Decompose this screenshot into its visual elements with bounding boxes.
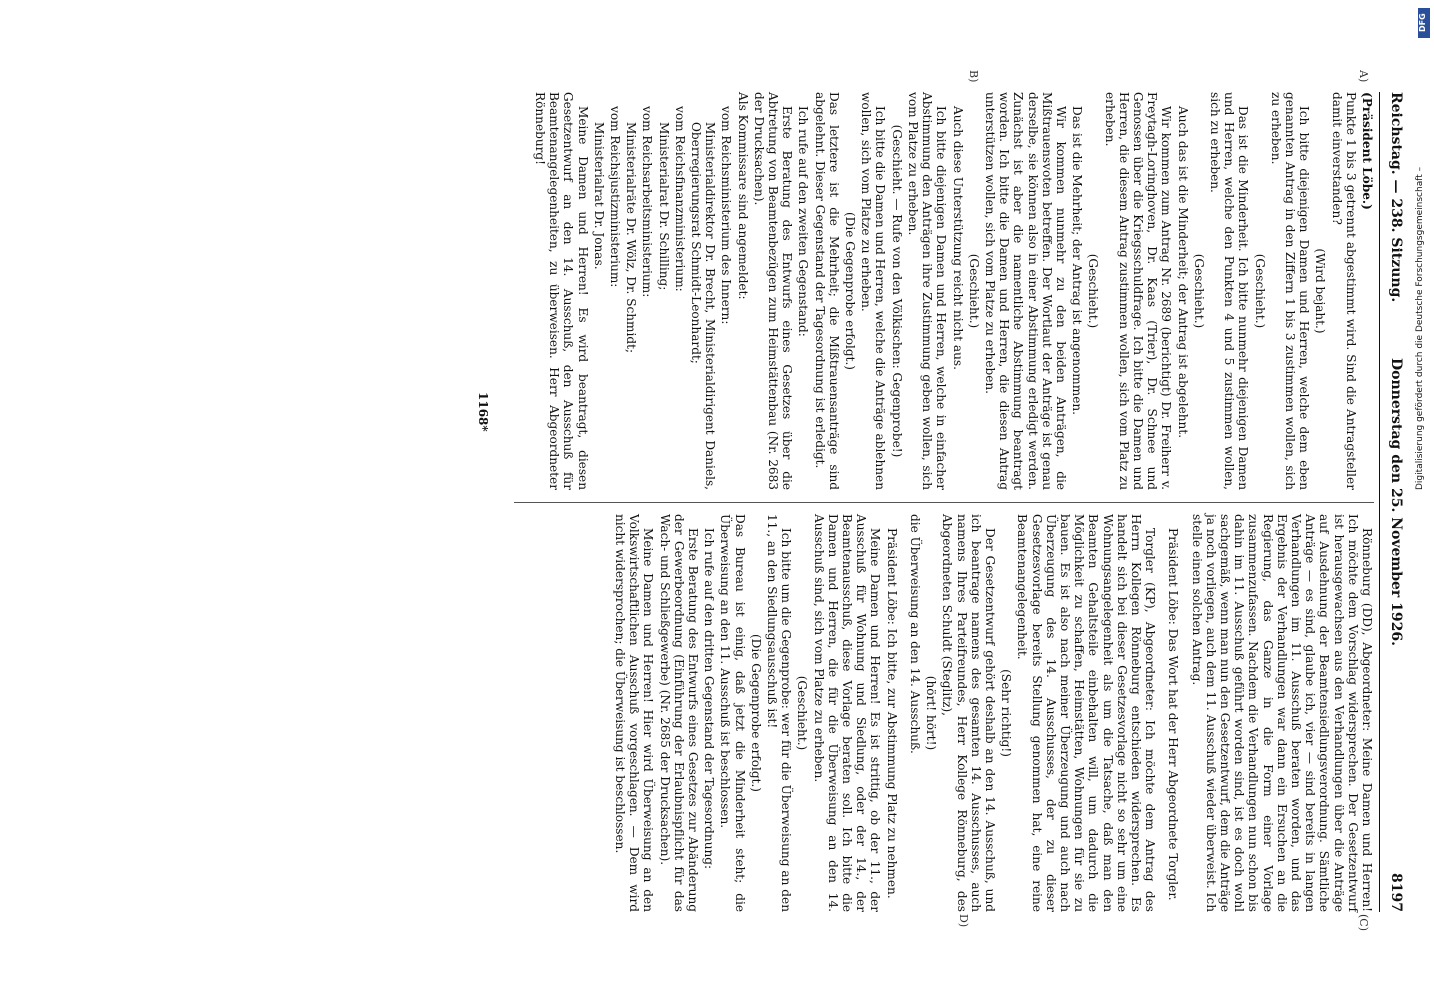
paragraph: Erste Beratung des Entwurfs eines Gesetzes zur Abänderung der Gewerbeordnung (Einführung der Erlaubnispflicht für das Wach- und Schließgewerbe) (Nr. 2685 der Drucksachen). [657,514,701,912]
paragraph: vom Reichsministerium des Innern: [719,106,734,325]
header-left: Reichstag. — 238. Sitzung. [1388,92,1404,303]
paragraph: Das ist die Minderheit. Ich bitte nunmehr diejenigen Damen und Herren, welche den Punkten 4 und 5 zustimmen wollen, sich zu erheben. [1207,92,1251,490]
paragraph: Auch diese Unterstützung reicht nicht aus. [950,106,965,370]
paragraph: Das Bureau ist einig, daß jetzt die Minderheit steht; die Überweisung an den 11. Ausschuß ist beschlossen. [718,514,747,912]
paragraph: Meine Damen und Herren! Es wird beantragt, diesen Gesetzentwurf an den 14. Ausschuß, den Ausschuß für Beamtenangelegenheiten, zu überweisen. Herr Abgeordneter Rönneburg! [533,92,590,490]
column-divider [514,502,1374,503]
dfg-logo: DFG [1418,8,1430,38]
paragraph: Rönneburg (DD), Abgeordneter: Meine Damen und Herren! Ich möchte dem Vorschlag widersprechen. Der Gesetzentwurf ist herausgewachsen aus den Verhandlungen über die Anträge auf Ausdehnung der Beamtensiedlungsverordnung. Sämtliche Anträge — es sind, glaube ich, vier — sind bereits in langen Verhandlungen im 11. Ausschuß beraten worden, und das Ergebnis der Verhandlungen war dann ein Ersuchen an die Regierung, das Ganze in die Form einer Vorlage zusammenzufassen. Nachdem die Verhandlungen nun schon bis dahin im 11. Ausschuß geführt worden sind, ist es doch wohl sachgemäß, wenn man nun den Gesetzentwurf, dem die Anträge ja noch vorliegen, auch dem 11. Ausschuß wieder überweist. Ich stelle einen solchen Antrag. [1189,514,1374,912]
left-column [531,92,1374,490]
paragraph: die Überweisung an den 14. Ausschuß. [907,514,922,754]
paragraph: Ministerialrat Dr. Jonas. [591,122,606,270]
paragraph: Ich bitte diejenigen Damen und Herren, welche in einfacher Abstimmung den Anträgen ihre Zustimmung geben wollen, sich vom Platze zu erheben. [905,92,949,490]
paragraph: Das letztere ist die Mehrheit; die Mißtrauensanträge sind abgelehnt. Dieser Gegenstand der Tagesordnung ist erledigt. [812,92,841,490]
paragraph: Ministerialdirektor Dr. Brecht, Ministerialdirigent Daniels, Oberregierungsrat Schmidt-Leonhardt; [689,122,718,490]
paragraph: (Geschieht.) [1086,253,1101,329]
paragraph: (Sehr richtig!) [999,669,1014,757]
paragraph: Ich bitte diejenigen Damen und Herren, welche dem eben genannten Antrag in den Ziffern 1 bis 3 zustimmen wollen, sich zu erheben. [1268,92,1312,490]
paragraph: Ministerialrat Dr. Schilling; [656,122,671,291]
paragraph: Präsident Löbe: Das Wort hat der Herr Abgeordnete Torgler. [1166,528,1181,901]
paragraph: Wir kommen nunmehr zu den beiden Anträgen, die Mißtrauensvoten betreffen. Der Wortlaut der Anträge ist genau derselbe, sie können also in einer Abstimmung erledigt werden. Zunächst ist aber die namentliche Abstimmung beantragt worden. Ich bitte die Damen und Herren, die diesen Antrag unterstützen wollen, sich vom Platze zu erheben. [982,92,1068,490]
paragraph: (Wird bejaht.) [1313,248,1328,334]
paragraph: Wir kommen zum Antrag Nr. 2689 (berichtigt) Dr. Freiherr v. Freytagh-Loringhoven, Dr. Kaas (Trier), Dr. Schnee und Genossen über die Kriegsschuldfrage. Ich bitte die Damen und Herren, die diesem Antrag zustimmen wollen, sich vom Platz zu erheben. [1102,92,1174,490]
paragraph: (Die Gegenprobe erfolgt.) [843,211,858,371]
paragraph: Ich bitte um die Gegenprobe: wer für die Überweisung an den 11., an den Siedlungsausschuß ist! [765,514,794,912]
paragraph: (Geschieht.) [966,253,981,329]
paragraph: Der Gesetzentwurf gehört deshalb an den 14. Ausschuß, und ich beantrage namens des gesamten 14. Ausschusses, auch namens Ihres Parteifreundes, Herr Kollege Rönneburg, des Abgeordneten Schuldt (Steglitz), [940,514,997,912]
paragraph: vom Reichsjustizministerium: [608,106,623,288]
paragraph: Ich rufe auf den zweiten Gegenstand: [796,106,811,337]
page-header [1380,92,1410,912]
paragraph: (Präsident Löbe.) [1360,92,1374,210]
margin-mark-c: (C) [1357,914,1370,931]
paragraph: (Geschieht.) [1191,253,1206,329]
margin-mark-b: B) [967,70,980,83]
paragraph: Erste Beratung des Entwurfs eines Gesetzes über die Abtretung von Beamtenbezügen zum Heimstättenbau (Nr. 2683 der Drucksachen). [751,92,795,490]
paragraph: Präsident Löbe: Ich bitte, zur Abstimmung Platz zu nehmen. [884,528,899,899]
paragraph: Ich rufe auf den dritten Gegenstand der Tagesordnung: [702,528,717,870]
paragraph: (Geschieht.) [1252,253,1267,329]
right-column [611,514,1374,912]
paragraph: (Geschieht.) [795,675,810,751]
paragraph: Als Kommissare sind angemeldet: [735,92,750,300]
paragraph: vom Reichsarbeitsministerium: [640,106,655,298]
paragraph: Ministerialräte Dr. Wölz, Dr. Schmidt; [624,122,639,354]
page-footer: 1168* [476,392,490,432]
paragraph: Punkte 1 bis 3 getrennt abgestimmt wird. Sind die Antragsteller damit einverstanden? [1329,92,1358,490]
paragraph: vom Reichsfinanzministerium: [672,106,687,292]
paragraph: Das ist die Mehrheit; der Antrag ist angenommen. [1070,106,1085,416]
header-rule [1379,92,1380,912]
margin-mark-a: A) [1357,70,1370,83]
paragraph: Meine Damen und Herren! Hier wird Überweisung an den Volkswirtschaftlichen Ausschuß vorgeschlagen. — Dem wird nicht widersprochen; die Überweisung ist beschlossen. [613,514,656,912]
paragraph: Auch das ist die Minderheit; der Antrag ist abgelehnt. [1175,106,1190,439]
rotated-page [80,70,1410,931]
paragraph: Ich bitte die Damen und Herren, welche die Anträge ablehnen wollen, sich vom Platze zu erheben. [859,92,888,490]
paragraph: (Geschieht. — Rufe von den Völkischen: Gegenprobe!) [889,124,904,458]
paragraph: (hört! hört!) [924,675,939,751]
digitization-note: Digitalisierung gefördert durch die Deutsche Forschungsgemeinschaft – [1415,166,1425,490]
paragraph: (Die Gegenprobe erfolgt.) [748,633,763,793]
paragraph: Meine Damen und Herren! Es ist strittig, ob der 11., der Ausschuß für Wohnung und Siedlung, oder der 14., der Beamtenausschuß, diese Vorlage beraten soll. Ich bitte die Damen und Herren, die für die Überweisung an den 14. Ausschuß sind, sich vom Platze zu erheben. [811,514,883,912]
paragraph: Torgler (KP), Abgeordneter: Ich möchte dem Antrag des Herrn Kollegen Rönneburg entschieden widersprechen. Es handelt sich bei dieser Gesetzesvorlage nicht so sehr um eine Wohnungsangelegenheit als um die Tatsache, daß man den Beamten Gehaltsteile einbehalten will, um dadurch die Möglichkeit zu schaffen, Heimstätten, Wohnungen für sie zu bauen. Es ist also nach meiner Überzeugung und auch nach Überzeugung des 14. Ausschusses, der zu dieser Gesetzesvorlage bereits Stellung genommen hat, eine reine Beamtenangelegenheit. [1015,514,1158,912]
page-number: 8197 [1388,873,1404,912]
margin-mark-d: D) [957,914,970,928]
header-date: Donnerstag den 25. November 1926. [1388,358,1404,646]
